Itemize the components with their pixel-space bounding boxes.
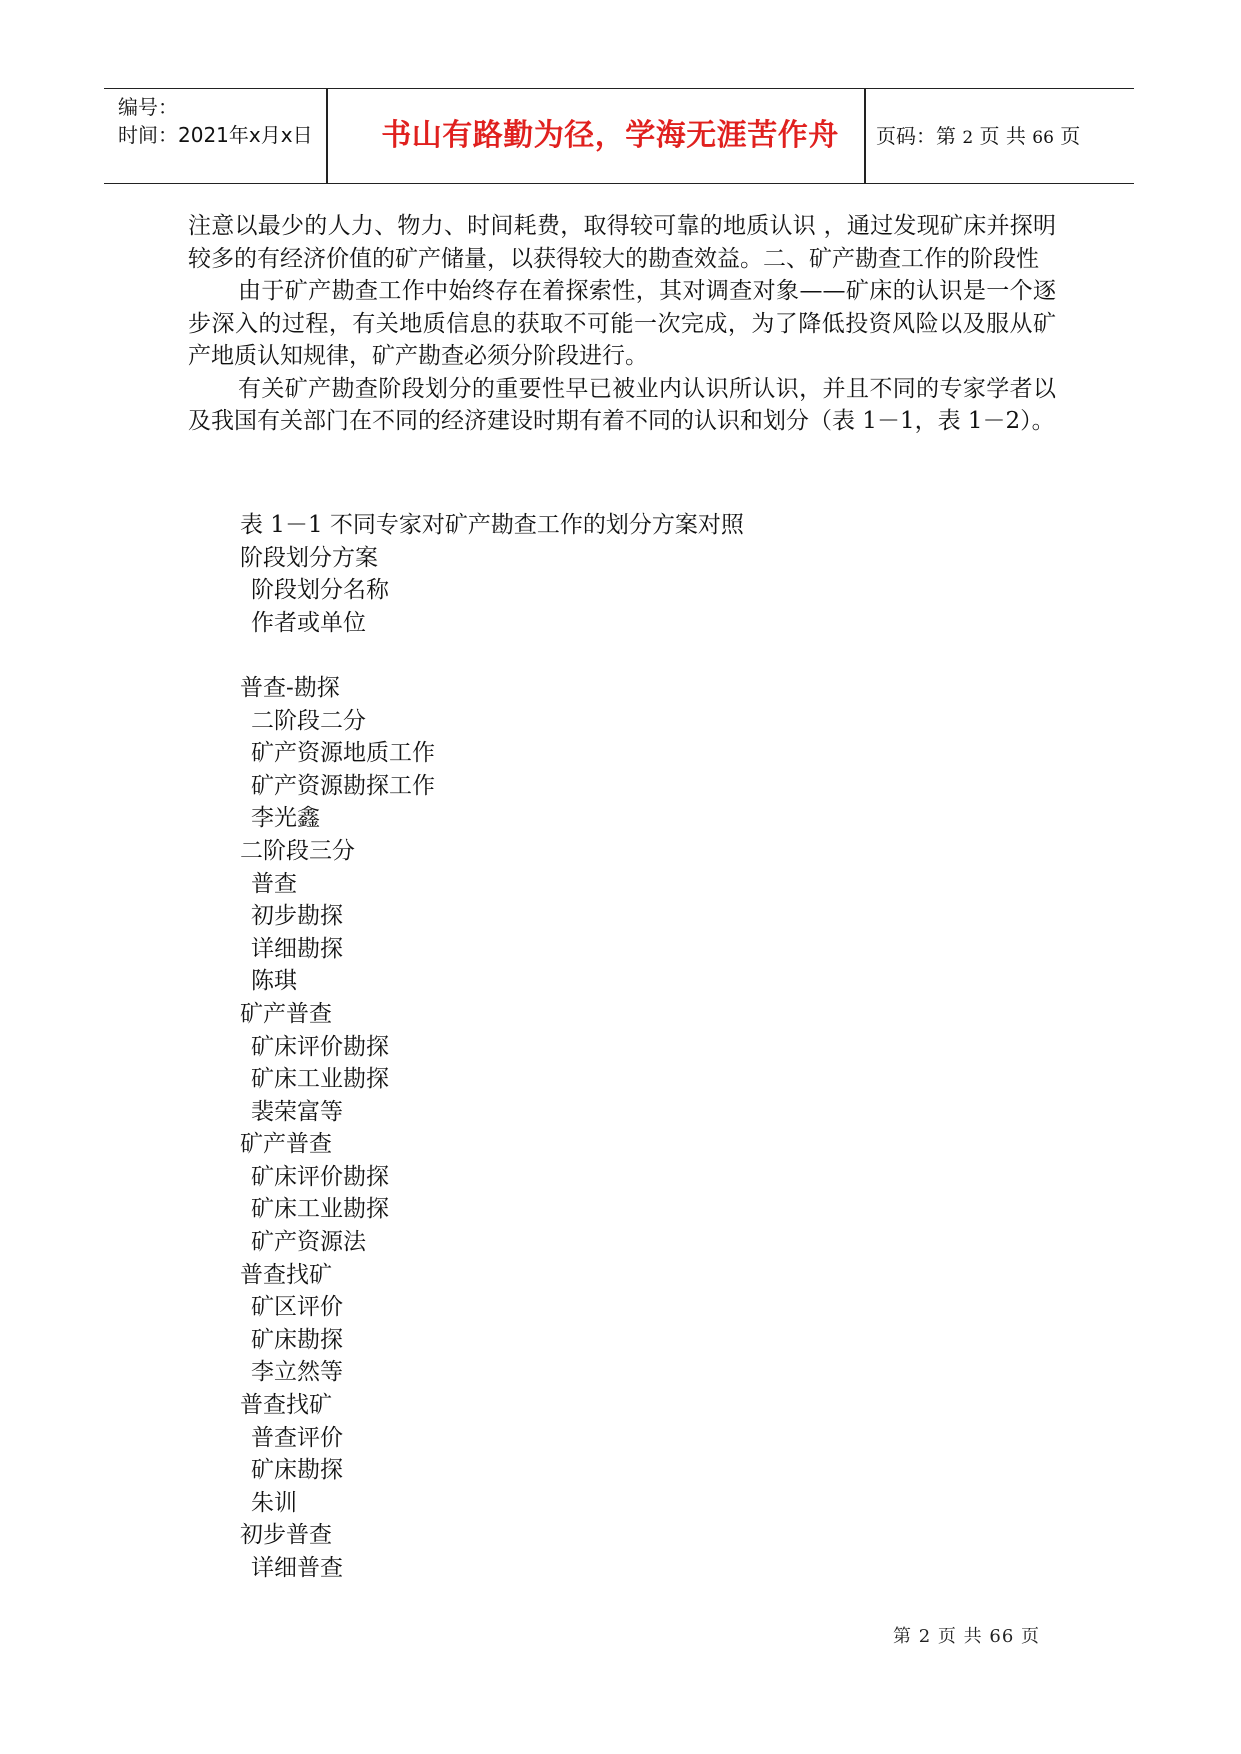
table-item: 阶段划分方案 xyxy=(240,544,378,571)
header-divider-right xyxy=(864,89,866,183)
table-item: 矿产普查 xyxy=(240,1131,332,1158)
header-page-indicator xyxy=(876,89,1080,183)
page-footer xyxy=(893,1622,1040,1648)
table-item: 二阶段三分 xyxy=(240,837,355,864)
table-items xyxy=(240,542,840,1585)
document-number-label: 编号： xyxy=(118,95,178,119)
paragraph: 由于矿产勘查工作中始终存在着探索性，其对调查对象——矿床的认识是一个逐步深入的过程，有关地质信息的获取不可能一次完成，为了降低投资风险以及服从矿产地质认知规律，矿产勘查必须分阶段进行。 xyxy=(188,278,1056,369)
table-item: 普查找矿 xyxy=(240,1392,332,1419)
table-item: 普查找矿 xyxy=(240,1261,332,1288)
footer-mid: 页 共 xyxy=(937,1626,983,1647)
header-page-suffix: 页 xyxy=(1060,124,1081,148)
table-subitem: 朱训 xyxy=(251,1489,297,1516)
header-page-total: 66 xyxy=(1032,128,1054,148)
table-subitem: 矿床评价勘探 xyxy=(251,1033,389,1060)
table-subitem: 矿床工业勘探 xyxy=(251,1196,389,1223)
page-header xyxy=(104,88,1134,184)
header-meta xyxy=(118,93,313,149)
footer-current: 2 xyxy=(918,1626,932,1647)
table-subitem: 矿床工业勘探 xyxy=(251,1066,389,1093)
table-item: 矿产普查 xyxy=(240,1000,332,1027)
table-subitem: 作者或单位 xyxy=(251,609,366,636)
table-subitem: 矿床勘探 xyxy=(251,1326,343,1353)
table-subitem: 普查 xyxy=(251,870,297,897)
table-caption: 表 1－1 不同专家对矿产勘查工作的划分方案对照 xyxy=(240,512,744,538)
table-subitem: 详细普查 xyxy=(251,1555,343,1581)
table-subitem: 矿床评价勘探 xyxy=(251,1163,389,1190)
table-subitem: 裴荣富等 xyxy=(251,1098,343,1125)
paragraph: 有关矿产勘查阶段划分的重要性早已被业内认识所认识，并且不同的专家学者以及我国有关部门在不同的经济建设时期有着不同的认识和划分（表 1－1，表 1－2）。 xyxy=(188,375,1056,434)
table-item xyxy=(240,639,840,672)
table-subitem: 二阶段二分 xyxy=(251,707,366,734)
header-motto: 书山有路勤为径，学海无涯苦作舟 xyxy=(381,118,839,153)
table-subitem: 李光鑫 xyxy=(251,805,320,832)
footer-suffix: 页 xyxy=(1021,1626,1041,1647)
table-subitem: 矿床勘探 xyxy=(251,1457,343,1484)
table-subitem: 阶段划分名称 xyxy=(251,577,389,604)
document-date-label: 时间：2021年x月x日 xyxy=(118,123,313,147)
table-subitem: 矿产资源勘探工作 xyxy=(251,772,435,799)
table-subitem: 矿区评价 xyxy=(251,1294,343,1321)
body-text xyxy=(188,210,1056,438)
table-item: 普查-勘探 xyxy=(240,674,340,701)
header-page-prefix: 页码：第 xyxy=(876,124,956,148)
footer-total: 66 xyxy=(989,1626,1015,1647)
table-subitem: 初步勘探 xyxy=(251,903,343,930)
table-subitem: 李立然等 xyxy=(251,1359,343,1386)
header-page-mid: 页 共 xyxy=(979,124,1026,148)
header-page-current: 2 xyxy=(962,128,974,148)
table-subitem: 陈琪 xyxy=(251,968,297,995)
table-subitem: 矿产资源法 xyxy=(251,1229,366,1256)
table-subitem: 矿产资源地质工作 xyxy=(251,740,435,767)
table-subitem: 普查评价 xyxy=(251,1424,343,1451)
paragraph: 注意以最少的人力、物力、时间耗费，取得较可靠的地质认识 ，通过发现矿床并探明较多的有经济价值的矿产储量，以获得较大的勘查效益。二、矿产勘查工作的阶段性 xyxy=(188,213,1056,272)
table-subitem: 详细勘探 xyxy=(251,935,343,962)
footer-prefix: 第 xyxy=(893,1626,912,1647)
table-item: 初步普查 xyxy=(240,1522,332,1549)
table-content-list xyxy=(240,509,840,1585)
header-divider-left xyxy=(326,89,328,183)
